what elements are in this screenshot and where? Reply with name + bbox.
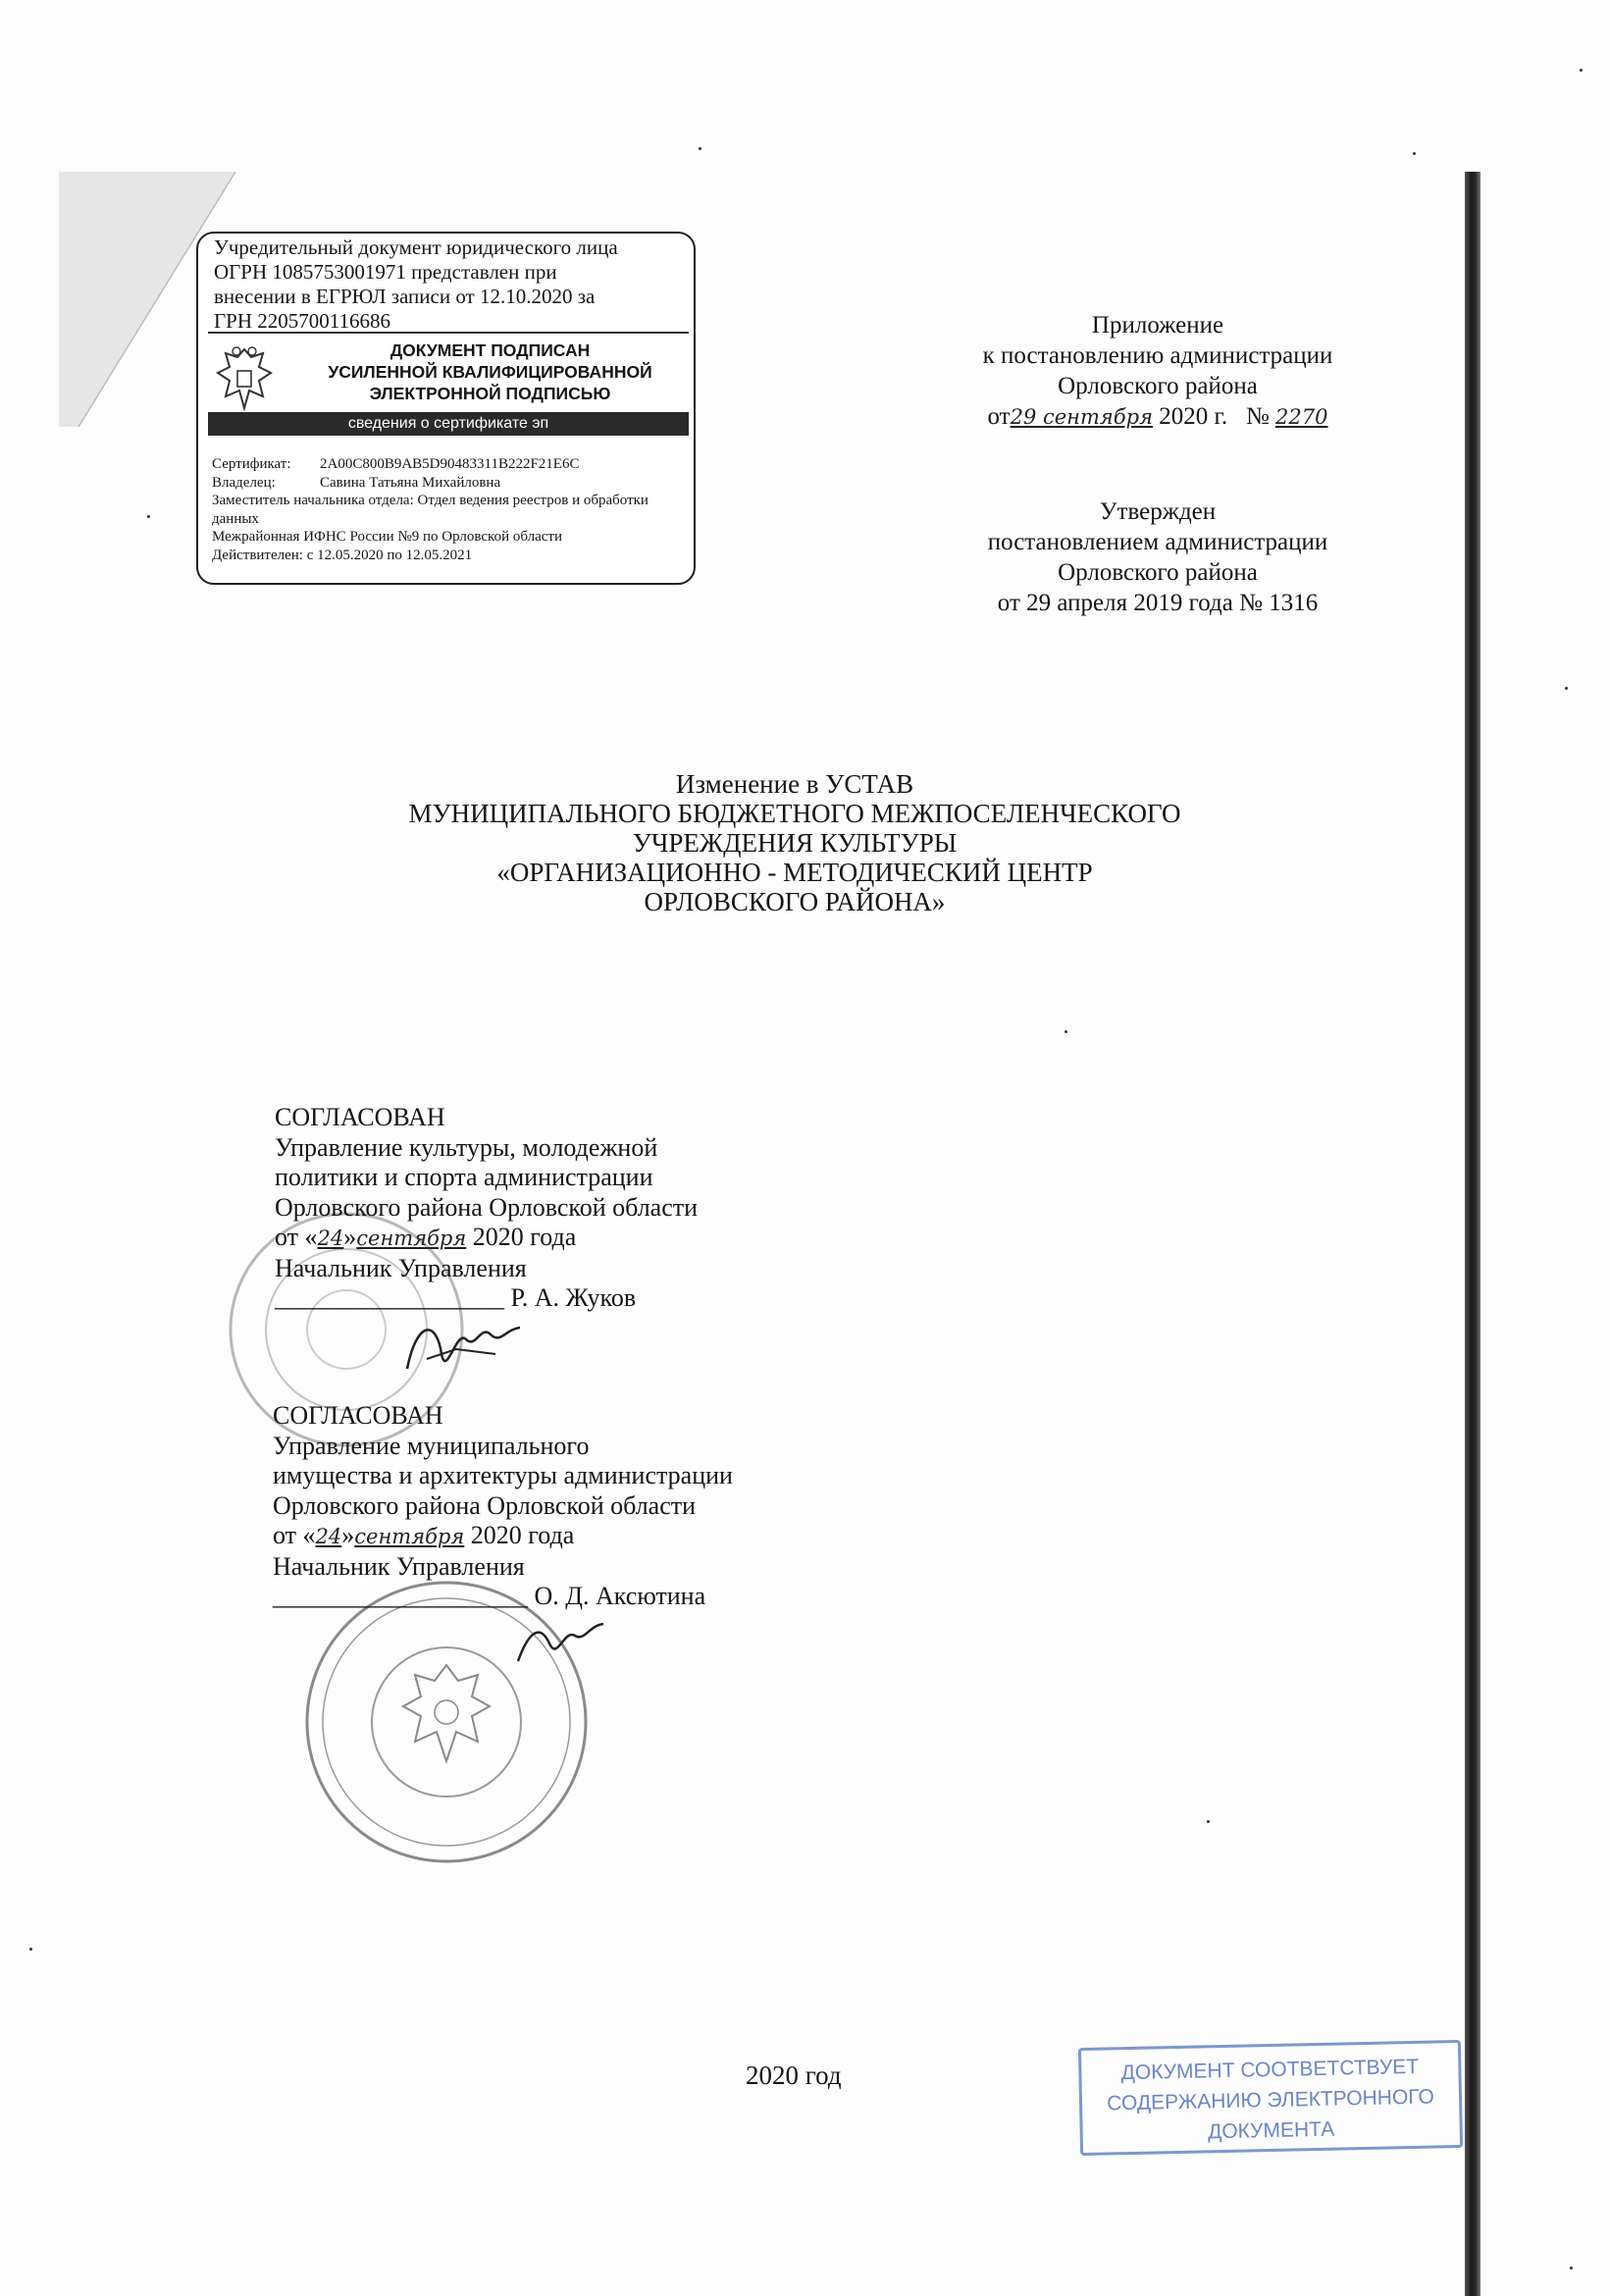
compliance-line: ДОКУМЕНТА bbox=[1207, 2117, 1335, 2144]
date-year: 2020 года bbox=[464, 1521, 575, 1549]
handwritten-day: 24 bbox=[315, 1525, 342, 1548]
certificate-info-bar: сведения о сертификате эп bbox=[208, 412, 689, 436]
appendix-line: Орловского района bbox=[1058, 373, 1258, 399]
electronic-signature-header bbox=[208, 332, 689, 444]
signature-blank: ____________________ bbox=[273, 1582, 528, 1610]
handwritten-day: 24 bbox=[317, 1226, 344, 1250]
agreement-org-line: политики и спорта администрации bbox=[275, 1163, 653, 1191]
title-line: «ОРГАНИЗАЦИОННО - МЕТОДИЧЕСКИЙ ЦЕНТР bbox=[496, 858, 1093, 887]
title-line: ОРЛОВСКОГО РАЙОНА» bbox=[644, 887, 946, 916]
approved-line: постановлением администрации bbox=[987, 529, 1328, 555]
appendix-title: Приложение bbox=[1091, 312, 1224, 339]
certificate-details bbox=[212, 455, 683, 564]
compliance-line: ДОКУМЕНТ СООТВЕТСТВУЕТ bbox=[1120, 2055, 1420, 2085]
registration-line: ГРН 2205700116686 bbox=[214, 309, 390, 333]
approved-title: Утвержден bbox=[1099, 498, 1217, 525]
handwritten-signature bbox=[397, 1310, 525, 1388]
certificate-number: 2A00C800B9AB5D90483311B222F21E6C bbox=[320, 456, 580, 472]
certificate-label: Сертификат: bbox=[212, 456, 291, 472]
scan-speck bbox=[1413, 152, 1416, 155]
agreement-org-line: Управление муниципального bbox=[273, 1431, 590, 1460]
document-title bbox=[294, 769, 1295, 916]
agreement-org-line: Орловского района Орловской области bbox=[273, 1490, 697, 1520]
date-quote: » bbox=[341, 1521, 355, 1549]
agreement-org-line: Орловского района Орловской области bbox=[275, 1192, 699, 1222]
approved-block bbox=[912, 496, 1403, 618]
signature-blank: __________________ bbox=[275, 1283, 504, 1312]
year-suffix: 2020 г. bbox=[1153, 403, 1228, 430]
owner-name: Савина Татьяна Михайловна bbox=[320, 474, 501, 491]
agreement-role: Начальник Управления bbox=[275, 1253, 527, 1282]
scan-speck bbox=[1580, 69, 1583, 72]
registration-line: ОГРН 1085753001971 представлен при bbox=[214, 260, 557, 284]
title-line: УЧРЕЖДЕНИЯ КУЛЬТУРЫ bbox=[632, 828, 958, 858]
appendix-line: к постановлению администрации bbox=[982, 342, 1333, 369]
approved-line: от 29 апреля 2019 года № 1316 bbox=[997, 590, 1319, 616]
coat-of-arms-icon bbox=[212, 343, 277, 416]
signature-title-line: ЭЛЕКТРОННОЙ ПОДПИСЬЮ bbox=[369, 384, 611, 403]
handwritten-signature bbox=[510, 1614, 608, 1673]
agreement-heading: СОГЛАСОВАН bbox=[275, 1103, 445, 1131]
handwritten-month: сентября bbox=[354, 1525, 465, 1548]
agreement-signature-line bbox=[273, 1582, 733, 1612]
scan-speck bbox=[1570, 2267, 1573, 2270]
registration-text bbox=[214, 235, 685, 334]
number-prefix: № bbox=[1245, 403, 1270, 430]
scan-speck bbox=[1565, 687, 1568, 690]
registration-line: внесении в ЕГРЮЛ записи от 12.10.2020 за bbox=[214, 285, 596, 308]
document-year: 2020 год bbox=[746, 2061, 842, 2090]
agreement-block-culture bbox=[275, 1103, 698, 1314]
handwritten-month: сентября bbox=[356, 1226, 467, 1250]
agreement-block-property bbox=[273, 1401, 733, 1612]
validity-period: Действителен: с 12.05.2020 по 12.05.2021 bbox=[212, 547, 473, 563]
compliance-line: СОДЕРЖАНИЮ ЭЛЕКТРОННОГО bbox=[1107, 2085, 1435, 2115]
title-line: МУНИЦИПАЛЬНОГО БЮДЖЕТНОГО МЕЖПОСЕЛЕНЧЕСКОГО bbox=[408, 799, 1181, 828]
appendix-block bbox=[912, 310, 1403, 433]
signature-title-line: УСИЛЕННОЙ КВАЛИФИЦИРОВАННОЙ bbox=[328, 362, 652, 382]
date-quote: » bbox=[343, 1223, 357, 1251]
egrul-registration-stamp bbox=[196, 232, 696, 585]
date-prefix: от « bbox=[275, 1223, 318, 1251]
agreement-role: Начальник Управления bbox=[273, 1551, 525, 1581]
scan-speck bbox=[29, 1948, 32, 1951]
appendix-date-line bbox=[912, 401, 1403, 433]
handwritten-date: 29 сентября bbox=[1010, 405, 1153, 429]
scan-speck bbox=[1064, 1030, 1067, 1033]
agreement-date-line bbox=[273, 1521, 733, 1552]
agreement-date-line bbox=[275, 1223, 698, 1254]
owner-position: Заместитель начальника отдела: Отдел ведения реестров и обработки данных bbox=[212, 493, 649, 527]
registration-line: Учредительный документ юридического лица bbox=[214, 235, 618, 259]
scan-speck bbox=[699, 147, 701, 150]
compliance-stamp bbox=[1078, 2040, 1463, 2156]
title-line: Изменение в УСТАВ bbox=[675, 769, 914, 799]
approved-line: Орловского района bbox=[1058, 559, 1258, 586]
date-year: 2020 года bbox=[466, 1223, 577, 1251]
signatory-name: О. Д. Аксютина bbox=[534, 1582, 706, 1610]
scan-speck bbox=[147, 515, 150, 518]
signatory-name: Р. А. Жуков bbox=[510, 1283, 637, 1312]
scan-edge-shadow bbox=[1465, 172, 1480, 2296]
agreement-heading: СОГЛАСОВАН bbox=[273, 1401, 443, 1430]
scan-speck bbox=[1207, 1820, 1210, 1823]
agreement-signature-line bbox=[275, 1283, 698, 1314]
date-prefix: от « bbox=[273, 1521, 316, 1549]
agreement-org-line: имущества и архитектуры администрации bbox=[273, 1461, 733, 1489]
from-prefix: от bbox=[987, 403, 1011, 430]
signature-title-line: ДОКУМЕНТ ПОДПИСАН bbox=[389, 340, 591, 360]
agreement-org-line: Управление культуры, молодежной bbox=[275, 1132, 658, 1162]
signature-title bbox=[296, 339, 684, 404]
issuing-org: Межрайонная ИФНС России №9 по Орловской области bbox=[212, 529, 562, 545]
handwritten-number: 2270 bbox=[1275, 405, 1328, 429]
owner-label: Владелец: bbox=[212, 474, 276, 491]
